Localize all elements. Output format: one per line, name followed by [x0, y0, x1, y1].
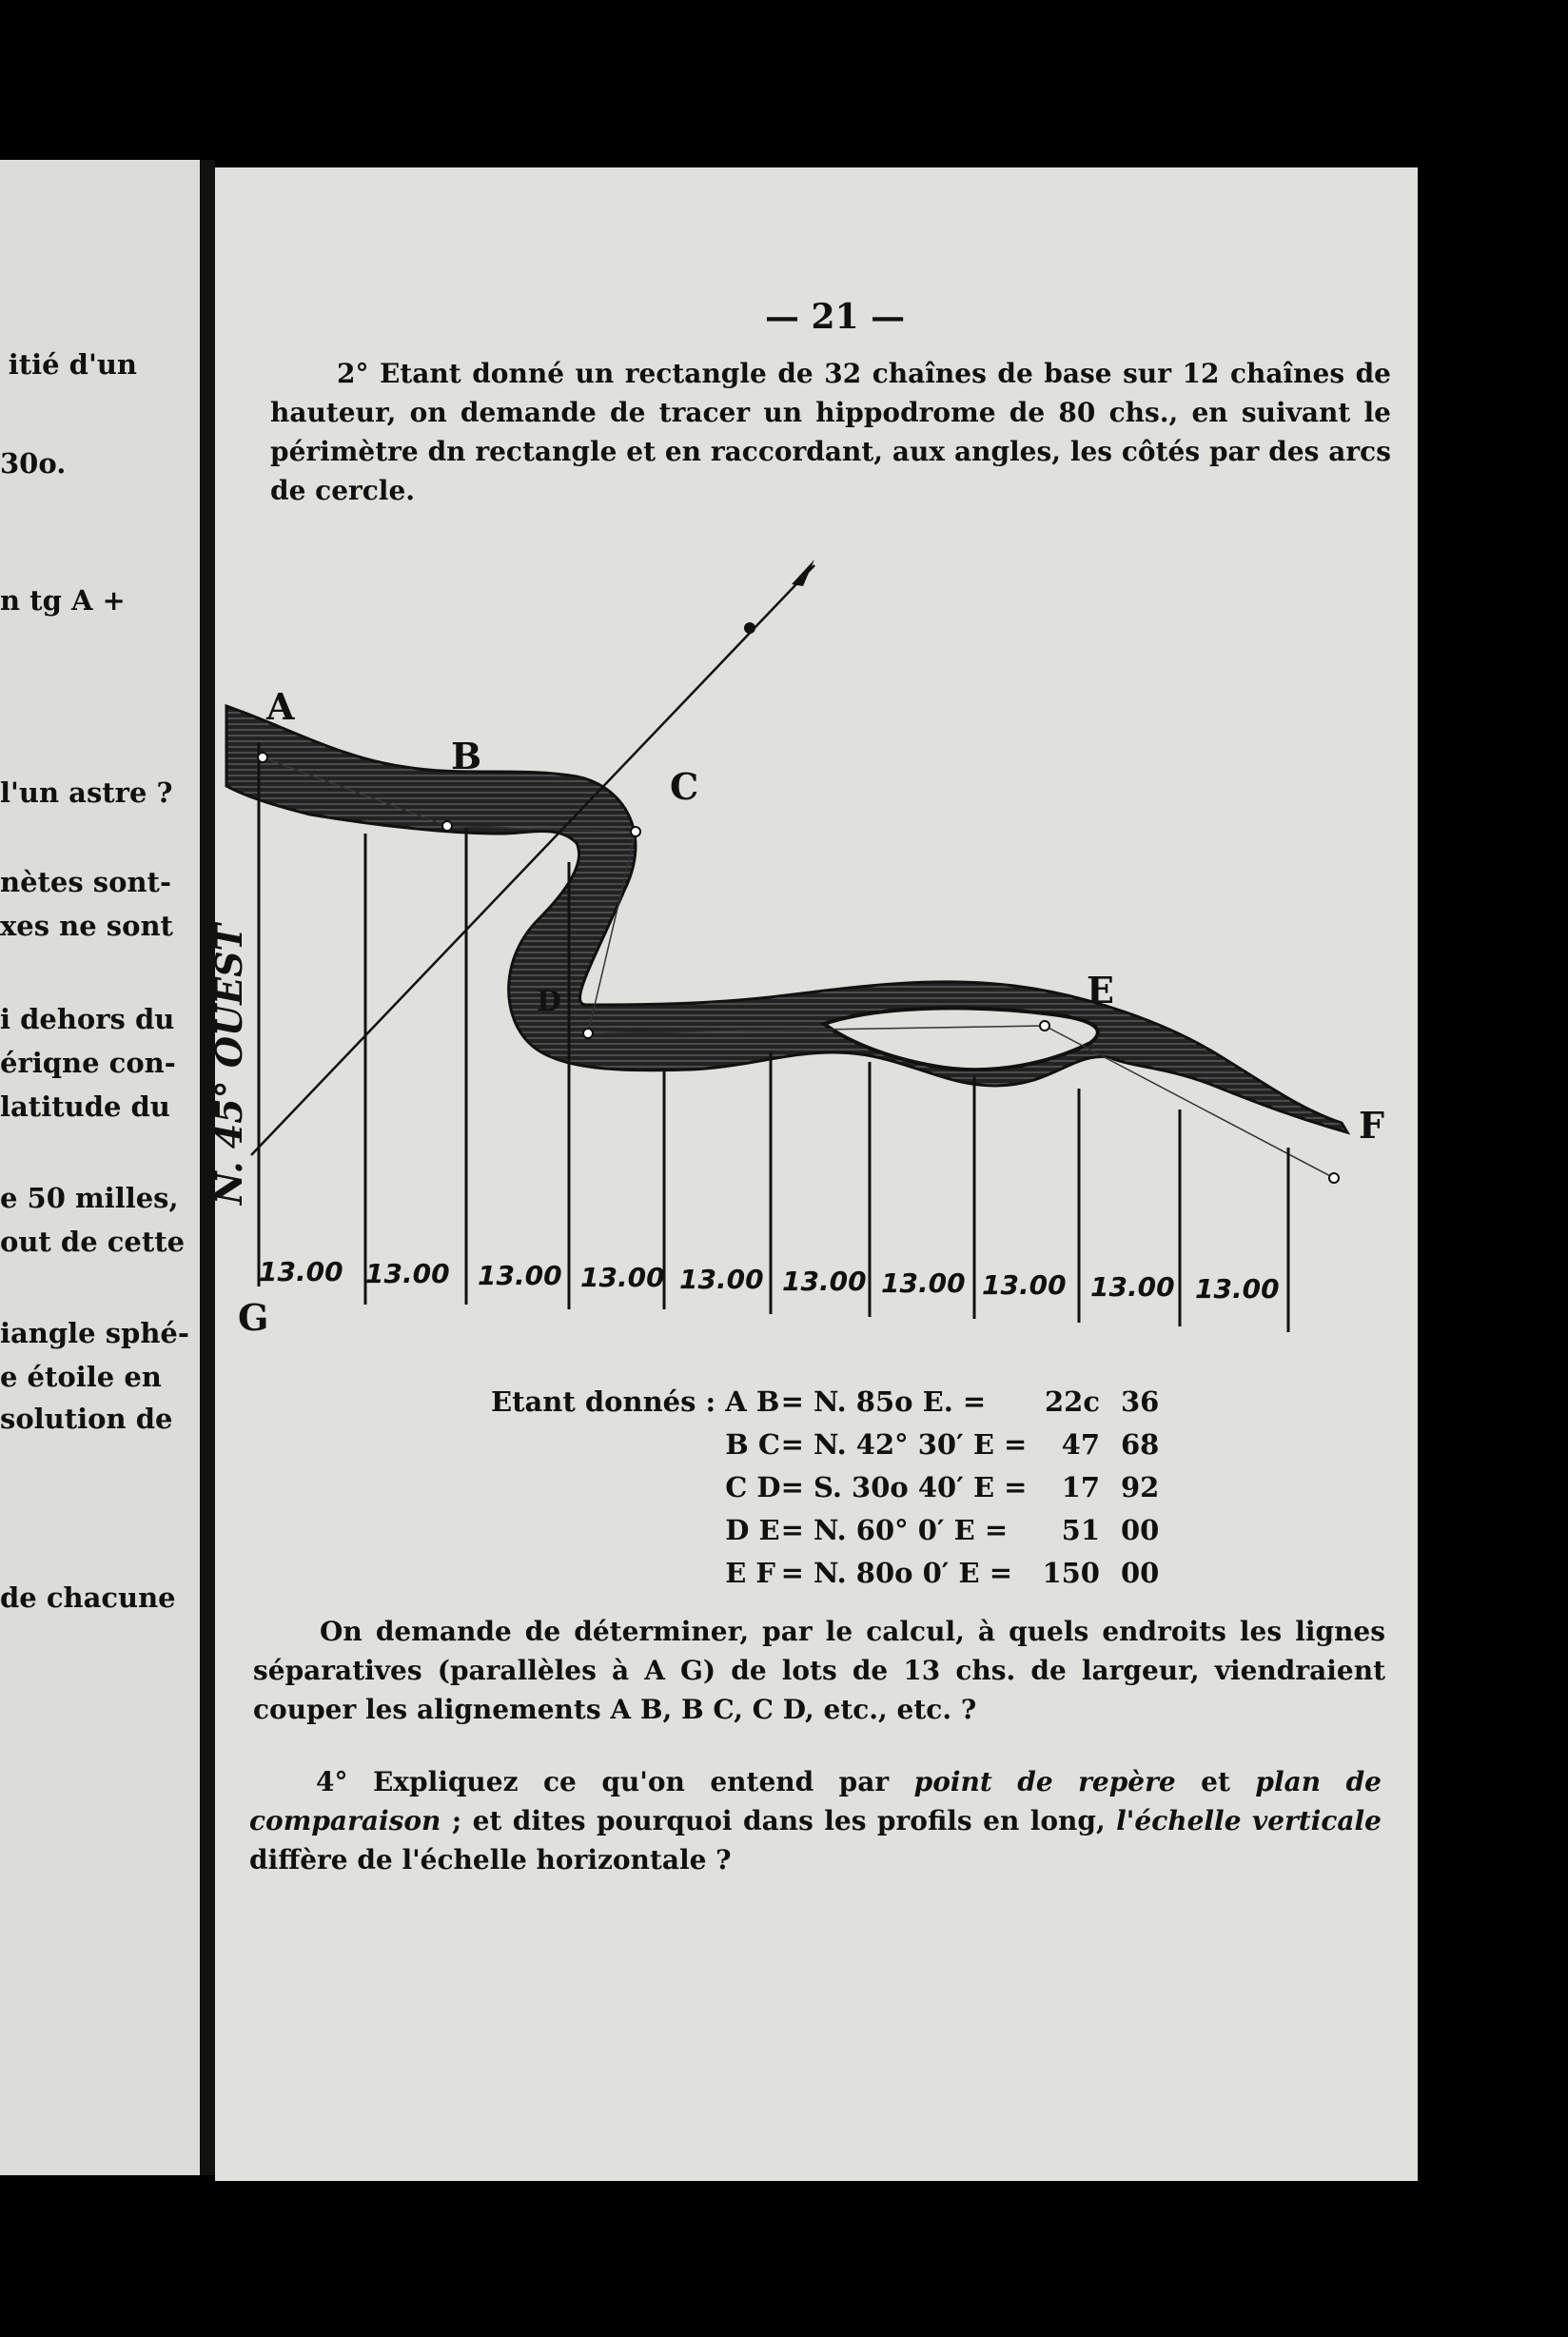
given-length-fraction: 68 — [1121, 1427, 1160, 1461]
given-length-fraction: 00 — [1121, 1556, 1160, 1589]
bearing-mark — [744, 622, 755, 634]
left-text-line: solution de — [0, 1403, 173, 1435]
given-row — [491, 1423, 1159, 1465]
left-text-line: l'un astre ? — [0, 776, 173, 809]
point-label-C: C — [670, 765, 699, 808]
problem-4-part: diffère de l'échelle horizontale ? — [249, 1844, 732, 1875]
given-length: 51 — [1061, 1513, 1100, 1546]
point-label-A: A — [266, 685, 295, 728]
given-bearing: = S. 30o 40′ E = — [780, 1470, 1028, 1503]
point-label-B: B — [451, 735, 482, 777]
given-bearing: = N. 42° 30′ E = — [780, 1427, 1028, 1461]
left-text-line: itié d'un — [8, 348, 137, 381]
left-text-line: i dehors du — [0, 1003, 175, 1035]
given-length: 47 — [1061, 1427, 1100, 1461]
problem-2-text: 2° Etant donné un rectangle de 32 chaînes de base sur 12 chaînes de hauteur, on demande de tracer un hippodrome de 80 chs., en suivant le périmètre dn rectangle et en raccordant, aux angles, les côtés par des arcs de cercle. — [270, 358, 1391, 506]
given-segment: B C — [725, 1427, 780, 1461]
lot-lines — [365, 828, 1288, 1332]
point-label-F: F — [1359, 1104, 1384, 1147]
main-page — [207, 167, 1418, 2181]
problem-4-part: et — [1175, 1766, 1256, 1797]
given-length: 17 — [1061, 1470, 1100, 1503]
lot-width-label: 13.00 — [365, 1258, 450, 1289]
left-text-line: e 50 milles, — [0, 1182, 179, 1214]
given-segment: D E — [725, 1513, 780, 1546]
left-text-line: ériqne con- — [0, 1047, 176, 1079]
left-text-line: xes ne sont — [0, 910, 173, 942]
lot-width-label: 13.00 — [881, 1267, 966, 1299]
lot-width-label: 13.00 — [679, 1264, 764, 1295]
point-label-G: G — [238, 1296, 269, 1339]
river-survey-diagram — [207, 167, 1418, 1366]
left-text-line: iangle sphé- — [0, 1317, 189, 1349]
given-segment: C D — [725, 1470, 781, 1503]
given-row — [491, 1465, 1159, 1508]
given-segment: E F — [725, 1556, 776, 1589]
point-label-D: D — [537, 985, 562, 1018]
left-text-line: latitude du — [0, 1090, 170, 1123]
lot-width-label: 13.00 — [782, 1266, 867, 1297]
given-data — [491, 1380, 1159, 1594]
given-bearing: = N. 60° 0′ E = — [780, 1513, 1009, 1546]
given-length-fraction: 00 — [1121, 1513, 1160, 1546]
given-intro: Etant donnés : — [491, 1385, 716, 1418]
lot-width-label: 13.00 — [478, 1260, 562, 1291]
term-point-de-repere: point de repère — [913, 1766, 1176, 1797]
given-segment: A B — [725, 1385, 780, 1418]
left-text-line: de chacune — [0, 1581, 176, 1614]
given-row — [491, 1380, 1159, 1423]
given-length: 150 — [1042, 1556, 1100, 1589]
lot-width-label: 13.00 — [982, 1269, 1067, 1301]
given-table — [491, 1380, 1159, 1594]
given-bearing: = N. 85o E. = — [780, 1385, 987, 1418]
left-text-line: nètes sont- — [0, 866, 171, 898]
given-row — [491, 1551, 1159, 1594]
given-row — [491, 1508, 1159, 1551]
problem-4-part: ; et dites pourquoi dans les profils en long, — [441, 1805, 1117, 1836]
left-page-fragment — [0, 160, 200, 2175]
left-text-line: n tg A + — [0, 584, 126, 617]
given-bearing: = N. 80o 0′ E = — [780, 1556, 1013, 1589]
lot-width-label: 13.00 — [1195, 1273, 1280, 1305]
problem-4-part: 4° Expliquez ce qu'on entend par — [316, 1766, 914, 1797]
given-length-fraction: 92 — [1121, 1470, 1160, 1503]
river-band — [226, 706, 1347, 1132]
term-echelle-verticale: l'échelle verticale — [1116, 1805, 1382, 1836]
term-plan-de-comparaison: plan de comparaison — [249, 1766, 1382, 1836]
left-text-line: e étoile en — [0, 1361, 162, 1393]
bearing-label: N. 45° OUEST — [207, 924, 250, 1205]
problem-4-text — [249, 1762, 1382, 1879]
left-text-line: out de cette — [0, 1226, 186, 1258]
lot-width-label: 13.00 — [1090, 1271, 1175, 1303]
bearing-arrow-icon — [792, 560, 814, 586]
problem-3-question: On demande de déterminer, par le calcul, à quels endroits les lignes séparatives (parallèles à A G) de lots de 13 chs. de largeur, viendraient couper les alignements A B, B C, C D, etc., etc. ? — [253, 1616, 1385, 1725]
given-length: 22c — [1044, 1385, 1100, 1418]
lot-width-label: 13.00 — [580, 1262, 665, 1293]
point-label-E: E — [1087, 969, 1114, 1011]
page-number: — 21 — — [765, 297, 906, 337]
left-text-line: 30o. — [0, 447, 67, 480]
lot-width-label: 13.00 — [259, 1256, 343, 1287]
given-length-fraction: 36 — [1121, 1385, 1160, 1418]
